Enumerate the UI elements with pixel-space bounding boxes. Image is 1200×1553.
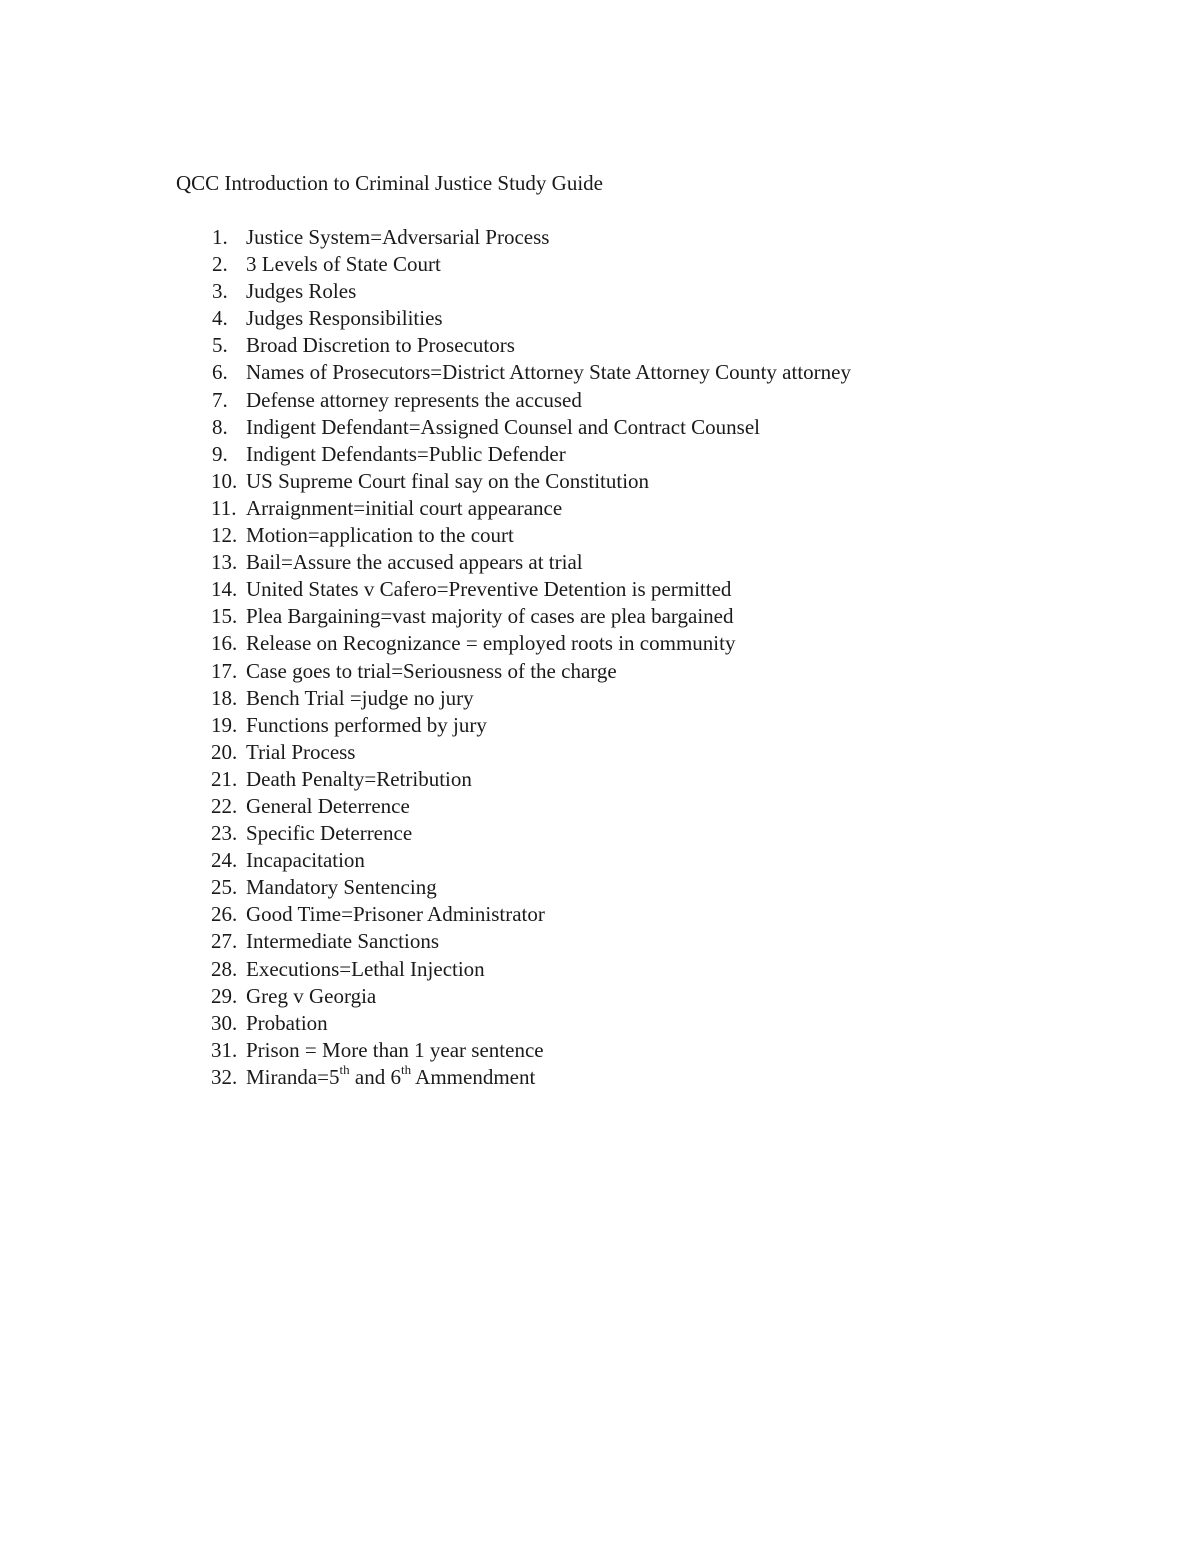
list-item-text: Arraignment=initial court appearance xyxy=(246,495,563,520)
list-item-number: 30. xyxy=(211,1010,238,1035)
miranda-text-part1: Miranda=5 xyxy=(246,1064,340,1089)
list-item xyxy=(176,440,851,467)
list-item-number: 24. xyxy=(211,848,238,873)
list-item xyxy=(176,629,851,656)
list-item-text: Good Time=Prisoner Administrator xyxy=(246,902,545,927)
list-item xyxy=(176,358,851,385)
list-item xyxy=(176,304,851,331)
list-item xyxy=(176,792,851,819)
list-item xyxy=(176,1009,851,1036)
list-item-number: 27. xyxy=(211,929,238,954)
list-item xyxy=(176,955,851,982)
list-item-text: US Supreme Court final say on the Constitution xyxy=(246,468,650,493)
list-item-number: 4. xyxy=(212,306,228,331)
list-item xyxy=(176,467,851,494)
list-item-number: 26. xyxy=(211,902,238,927)
list-item-number: 19. xyxy=(211,712,238,737)
list-item-number: 12. xyxy=(211,523,238,548)
list-item xyxy=(176,331,851,358)
list-item xyxy=(176,1036,851,1063)
list-item xyxy=(176,873,851,900)
list-item-number: 23. xyxy=(211,821,238,846)
list-item-number: 1. xyxy=(212,225,228,249)
list-item-text: Case goes to trial=Seriousness of the charge xyxy=(246,658,617,683)
list-item-number: 6. xyxy=(212,360,228,385)
list-item-number: 17. xyxy=(211,658,238,683)
study-guide-list xyxy=(176,223,851,1090)
list-item-text: Intermediate Sanctions xyxy=(246,929,440,954)
list-item-number: 11. xyxy=(211,495,237,520)
list-item xyxy=(176,819,851,846)
list-item xyxy=(176,548,851,575)
list-item xyxy=(176,900,851,927)
list-item-text: Defense attorney represents the accused xyxy=(246,387,582,412)
list-item xyxy=(176,413,851,440)
list-item xyxy=(176,494,851,521)
list-item xyxy=(176,684,851,711)
list-item-text: Trial Process xyxy=(246,739,356,764)
list-item-number: 7. xyxy=(212,387,228,412)
list-item-number: 14. xyxy=(211,577,238,602)
list-item-text: Indigent Defendant=Assigned Counsel and Contract Counsel xyxy=(246,414,760,439)
list-item-text: Bench Trial =judge no jury xyxy=(246,685,474,710)
list-item-text: Probation xyxy=(246,1010,328,1035)
list-item xyxy=(176,602,851,629)
list-item xyxy=(176,982,851,1009)
list-item-number: 15. xyxy=(211,604,238,629)
list-item-last xyxy=(176,1063,851,1090)
list-item xyxy=(176,846,851,873)
list-item-text: Broad Discretion to Prosecutors xyxy=(246,333,515,358)
list-item-number: 9. xyxy=(212,441,228,466)
list-item-number: 2. xyxy=(212,252,228,277)
list-item-number: 10. xyxy=(211,468,238,493)
list-item-text: Bail=Assure the accused appears at trial xyxy=(246,550,583,575)
list-item-text: Incapacitation xyxy=(246,848,365,873)
list-item-number: 8. xyxy=(212,414,228,439)
list-item xyxy=(176,927,851,954)
list-item-number: 25. xyxy=(211,875,238,900)
list-item-text: Motion=application to the court xyxy=(246,523,514,548)
list-item-number: 20. xyxy=(211,739,238,764)
list-item-text: Specific Deterrence xyxy=(246,821,413,846)
list-item-number: 13. xyxy=(211,550,238,575)
miranda-text-part2: and 6 xyxy=(349,1064,401,1089)
list-item-text: Release on Recognizance = employed roots in community xyxy=(246,631,736,656)
list-item xyxy=(176,277,851,304)
list-item-text: Functions performed by jury xyxy=(246,712,487,737)
list-item xyxy=(176,657,851,684)
list-item-number: 29. xyxy=(211,983,238,1008)
list-item-number: 3. xyxy=(212,279,228,304)
list-item xyxy=(176,223,851,250)
list-item-text: Justice System=Adversarial Process xyxy=(246,225,550,249)
list-item-text: Judges Roles xyxy=(246,279,357,304)
list-item-text: Death Penalty=Retribution xyxy=(246,766,472,791)
list-item-number: 21. xyxy=(211,766,238,791)
list-item-text xyxy=(246,1063,535,1090)
list-item xyxy=(176,250,851,277)
list-item xyxy=(176,521,851,548)
list-item xyxy=(176,711,851,738)
list-item-text: 3 Levels of State Court xyxy=(246,252,441,277)
list-item-number: 22. xyxy=(211,793,238,818)
list-item-number: 28. xyxy=(211,956,238,981)
list-item-number: 16. xyxy=(211,631,238,656)
list-item-number: 31. xyxy=(211,1037,238,1062)
document-title: QCC Introduction to Criminal Justice Study Guide xyxy=(176,171,603,195)
list-item-text: Indigent Defendants=Public Defender xyxy=(246,441,566,466)
list-item-text: General Deterrence xyxy=(246,793,410,818)
list-item-text: Mandatory Sentencing xyxy=(246,875,437,900)
list-item-text: Plea Bargaining=vast majority of cases are plea bargained xyxy=(246,604,734,629)
list-item-text: Executions=Lethal Injection xyxy=(246,956,485,981)
list-item xyxy=(176,575,851,602)
list-item-text: Prison = More than 1 year sentence xyxy=(246,1037,544,1062)
list-item xyxy=(176,386,851,413)
list-item-number: 32. xyxy=(211,1064,238,1089)
list-item-number: 5. xyxy=(212,333,228,358)
list-item-text: Names of Prosecutors=District Attorney State Attorney County attorney xyxy=(246,360,851,385)
superscript-th-2: th xyxy=(400,1061,412,1077)
miranda-text-part3: Ammendment xyxy=(411,1064,536,1089)
list-item xyxy=(176,738,851,765)
list-item-text: Greg v Georgia xyxy=(246,983,377,1008)
list-item-text: Judges Responsibilities xyxy=(246,306,443,331)
list-item-text: United States v Cafero=Preventive Detention is permitted xyxy=(246,577,732,602)
list-item-number: 18. xyxy=(211,685,238,710)
superscript-th-1: th xyxy=(339,1061,350,1077)
list-item xyxy=(176,765,851,792)
